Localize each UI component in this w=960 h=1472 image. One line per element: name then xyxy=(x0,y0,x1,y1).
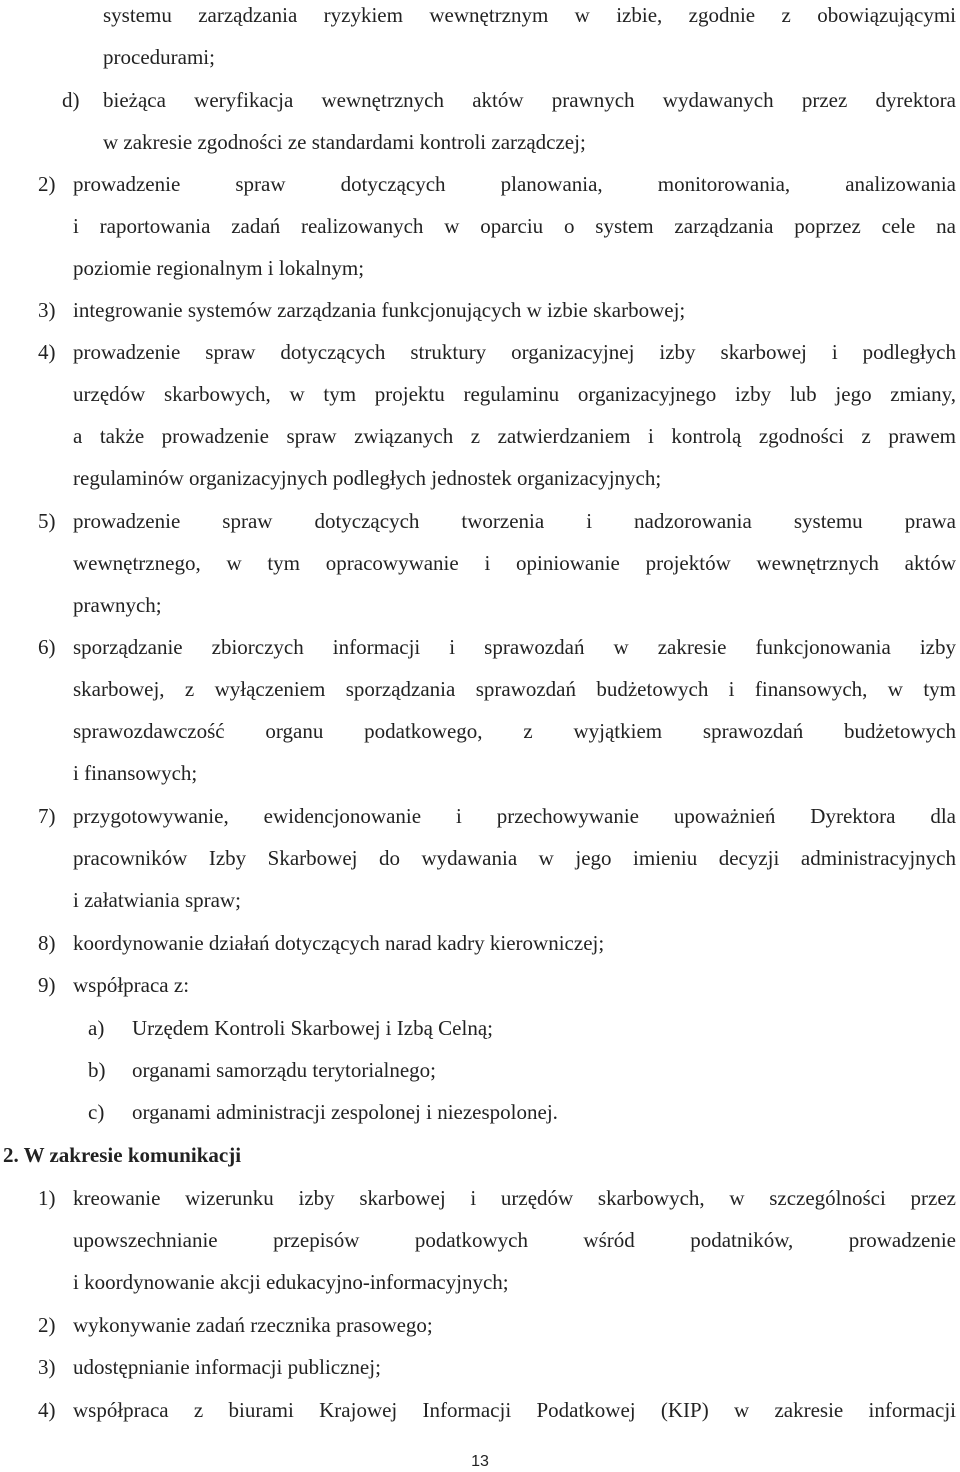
text-line: regulaminów organizacyjnych podległych jednostek organizacyjnych; xyxy=(73,466,662,490)
list-marker: 9) xyxy=(38,973,56,997)
page-number: 13 xyxy=(471,1453,489,1470)
list-marker: 2) xyxy=(38,1313,56,1337)
sub-list-item: organami samorządu terytorialnego; xyxy=(132,1058,437,1082)
text-line: pracowników Izby Skarbowej do wydawania w jego imieniu decyzji administracyjnych xyxy=(73,846,956,870)
text-line: i koordynowanie akcji edukacyjno-informacyjnych; xyxy=(73,1270,509,1294)
sub-list-item: Urzędem Kontroli Skarbowej i Izbą Celną; xyxy=(132,1016,493,1040)
text-line: systemu zarządzania ryzykiem wewnętrznym w izbie, zgodnie z obowiązującymi xyxy=(103,3,956,27)
text-line: kreowanie wizerunku izby skarbowej i urzędów skarbowych, w szczególności przez xyxy=(73,1186,956,1210)
text-line: prowadzenie spraw dotyczących struktury organizacyjnej izby skarbowej i podległych xyxy=(73,340,956,364)
text-line: prawnych; xyxy=(73,593,162,617)
text-line: wewnętrznego, w tym opracowywanie i opiniowanie projektów wewnętrznych aktów xyxy=(73,551,956,575)
list-marker: 4) xyxy=(38,1398,56,1422)
text-line: bieżąca weryfikacja wewnętrznych aktów prawnych wydawanych przez dyrektora xyxy=(103,88,956,112)
text-line: urzędów skarbowych, w tym projektu regulaminu organizacyjnego izby lub jego zmiany, xyxy=(73,382,956,406)
text-line: współpraca z: xyxy=(73,973,190,997)
list-marker: 3) xyxy=(38,1355,56,1379)
text-line: integrowanie systemów zarządzania funkcjonujących w izbie skarbowej; xyxy=(73,298,686,322)
sub-list-marker: a) xyxy=(88,1016,105,1040)
text-line: udostępnianie informacji publicznej; xyxy=(73,1355,381,1379)
text-line: upowszechnianie przepisów podatkowych wśród podatników, prowadzenie xyxy=(73,1228,956,1252)
text-line: skarbowej, z wyłączeniem sporządzania sprawozdań budżetowych i finansowych, w tym xyxy=(73,677,956,701)
text-line: prowadzenie spraw dotyczących planowania, monitorowania, analizowania xyxy=(73,172,956,196)
text-line: prowadzenie spraw dotyczących tworzenia i nadzorowania systemu prawa xyxy=(73,509,956,533)
text-line: poziomie regionalnym i lokalnym; xyxy=(73,256,365,280)
sub-list-marker: b) xyxy=(88,1058,106,1082)
text-line: przygotowywanie, ewidencjonowanie i przechowywanie upoważnień Dyrektora dla xyxy=(73,804,956,828)
sub-list-item: organami administracji zespolonej i niezespolonej. xyxy=(132,1100,558,1124)
list-marker: 8) xyxy=(38,931,56,955)
text-line: i raportowania zadań realizowanych w oparciu o system zarządzania poprzez cele na xyxy=(73,214,956,238)
list-marker: 2) xyxy=(38,172,56,196)
text-line: a także prowadzenie spraw związanych z zatwierdzaniem i kontrolą zgodności z prawem xyxy=(73,424,956,448)
text-line: wykonywanie zadań rzecznika prasowego; xyxy=(73,1313,433,1337)
text-line: współpraca z biurami Krajowej Informacji Podatkowej (KIP) w zakresie informacji xyxy=(73,1398,956,1422)
text-line: koordynowanie działań dotyczących narad kadry kierowniczej; xyxy=(73,931,605,955)
text-line: i załatwiania spraw; xyxy=(73,888,241,912)
list-marker: d) xyxy=(62,88,80,112)
text-line: procedurami; xyxy=(103,45,215,69)
list-marker: 4) xyxy=(38,340,56,364)
sub-list-marker: c) xyxy=(88,1100,105,1124)
text-line: sprawozdawczość organu podatkowego, z wyjątkiem sprawozdań budżetowych xyxy=(73,719,956,743)
list-marker: 3) xyxy=(38,298,56,322)
list-marker: 5) xyxy=(38,509,56,533)
list-marker: 1) xyxy=(38,1186,56,1210)
text-line: i finansowych; xyxy=(73,761,198,785)
text-line: w zakresie zgodności ze standardami kontroli zarządczej; xyxy=(103,130,586,154)
list-marker: 6) xyxy=(38,635,56,659)
section-heading: 2. W zakresie komunikacji xyxy=(3,1143,242,1167)
text-line: sporządzanie zbiorczych informacji i sprawozdań w zakresie funkcjonowania izby xyxy=(73,635,956,659)
list-marker: 7) xyxy=(38,804,56,828)
